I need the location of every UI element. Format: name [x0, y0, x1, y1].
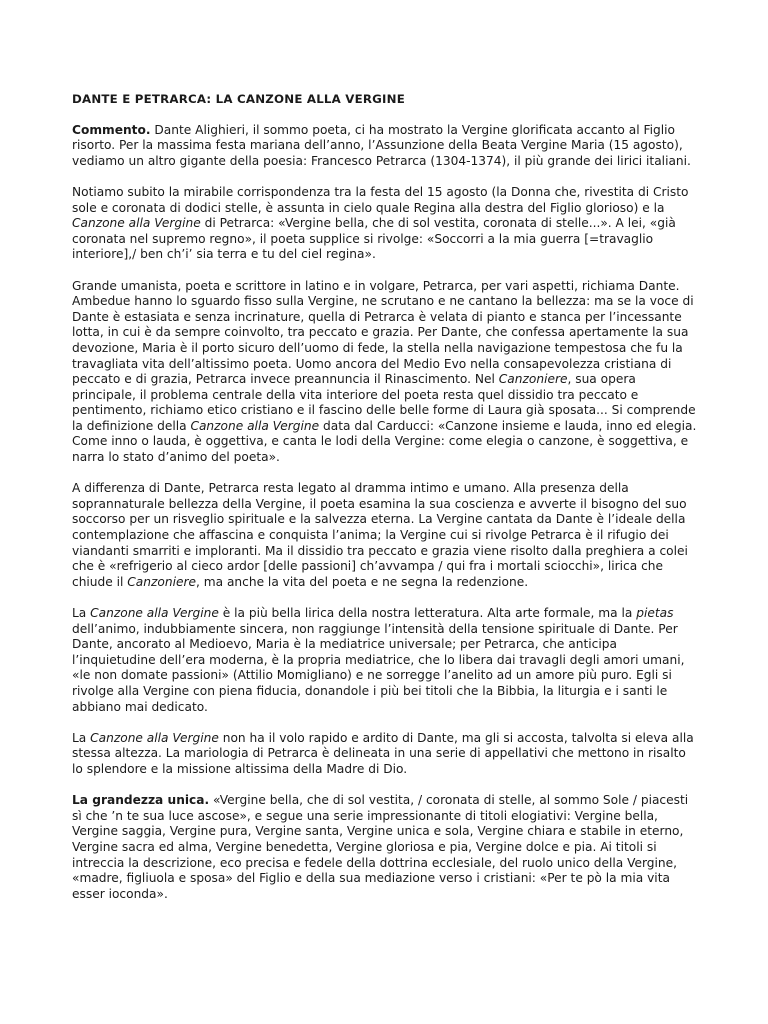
paragraph-text: La	[72, 730, 91, 745]
paragraph-text: è la più bella lirica della nostra letteratura. Alta arte formale, ma la	[218, 606, 637, 620]
paragraph-text: Dante Alighieri, il sommo poeta, ci ha mostrato la Vergine glorificata accanto al Figlio risorto. Per la massima festa mariana dell’anno, l’Assunzione della Beata Vergine Maria (15 agosto), vediamo un altro gigante della poesia: Francesco Petrarca (1304-1374), il più grande dei lirici italiani.	[72, 122, 691, 168]
paragraph-lead: Commento.	[72, 122, 151, 137]
paragraph-text: A differenza di Dante, Petrarca resta legato al dramma intimo e umano. Alla presenza della soprannaturale bellezza della Vergine, il poeta esamina la sua coscienza e avverte il bisogno del suo soccorso per un risveglio spirituale e la salvezza eterna. La Vergine cantata da Dante è l’ideale della contemplazione che affascina e conquista l’anima; la Vergine cui si rivolge Petrarca è il rifugio dei viandanti smarriti e imploranti. Ma il dissidio tra peccato e grazia viene risolto dalla preghiera a colei che è «refrigerio al cieco ardor [delle passioni] ch’avvampa / qui fra i mortali sciocchi», lirica che chiude il	[72, 481, 688, 589]
paragraph-differenza	[72, 481, 698, 590]
italic-title: Canzone alla Vergine	[190, 418, 320, 433]
paragraph-text: , sua opera principale, il problema centrale della vita interiore del poeta resta quel dissidio tra peccato e pentimento, richiamo etico cristiano e il fascino delle belle forme di Laura già sposata... Si comprende la definizione della	[72, 372, 696, 433]
paragraph-text: La	[72, 606, 91, 620]
paragraph-text: non ha il volo rapido e ardito di Dante, ma gli si accosta, talvolta si eleva alla stessa altezza. La mariologia di Petrarca è delineata in una serie di appellativi che mettono in risalto lo splendore e la missione altissima della Madre di Dio.	[72, 730, 694, 776]
paragraph-text: data dal Carducci: «Canzone insieme e lauda, inno ed elegia. Come inno o lauda, è oggettiva, e canta le lodi della Vergine: come elegia o canzone, è soggettiva, e narra lo stato d’animo del poeta».	[72, 418, 697, 465]
paragraph-text: , ma anche la vita del poeta e ne segna la redenzione.	[195, 574, 529, 589]
paragraph-umanista	[72, 279, 698, 466]
paragraph-lirica	[72, 606, 698, 715]
paragraph-text: Notiamo subito la mirabile corrispondenza tra la festa del 15 agosto (la Donna che, rivestita di Cristo sole e coronata di dodici stelle, è assunta in cielo quale Regina alla destra del Figlio glorioso) e la	[72, 184, 689, 215]
document-title: DANTE E PETRARCA: LA CANZONE ALLA VERGINE	[72, 92, 405, 106]
paragraph-text: di Petrarca: «Vergine bella, che di sol vestita, coronata di stelle...». A lei, «già coronata nel supremo regno», il poeta supplice si rivolge: «Soccorri a la mia guerra [=travaglio interiore],/ ben ch’i’ sia terra e tu del ciel regina».	[72, 216, 676, 262]
paragraph-text: dell’animo, indubbiamente sincera, non raggiunge l’intensità della tensione spirituale di Dante. Per Dante, ancorato al Medioevo, Maria è la mediatrice universale; per Petrarca, che anticipa l’inquietudine dell’era moderna, è la propria mediatrice, che lo libera dai travagli degli amori umani, «le non domate passioni» (Attilio Momigliano) e ne sorregge l’anelito ad un amore più puro. Egli si rivolge alla Vergine con piena fiducia, donandole i più bei titoli che la Bibbia, la liturgia e i santi le abbiano mai dedicato.	[72, 621, 685, 714]
paragraph-corrispondenza	[72, 185, 698, 263]
italic-title: Canzone alla Vergine	[72, 216, 201, 231]
paragraph-text: «Vergine bella, che di sol vestita, / coronata di stelle, al sommo Sole / piacesti sì che ’n te sua luce ascose», e segue una serie impressionante di titoli elogiativi: Vergine bella, Vergine saggia, Vergine pura, Vergine santa, Vergine unica e sola, Vergine chiara e stabile in eterno, Vergine sacra ed alma, Vergine benedetta, Vergine gloriosa e pia, Vergine dolce e pia. Ai titoli si intreccia la descrizione, eco precisa e fedele della dottrina ecclesiale, del ruolo unico della Vergine, «madre, figliuola e sposa» del Figlio e della sua mediazione verso i cristiani: «Per te pò la mia vita esser ioconda».	[72, 793, 689, 901]
paragraph-grandezza	[72, 793, 698, 902]
italic-title: Canzoniere	[127, 574, 196, 589]
italic-title: Canzone alla Vergine	[90, 730, 219, 745]
italic-title: Canzone alla Vergine	[90, 606, 219, 620]
paragraph-commento	[72, 123, 698, 170]
paragraph-text: Grande umanista, poeta e scrittore in latino e in volgare, Petrarca, per vari aspetti, richiama Dante. Ambedue hanno lo sguardo fisso sulla Vergine, ne scrutano e ne cantano la bellezza: ma se la voce di Dante è estasiata e senza incrinature, quella di Petrarca è velata di pianto e stanca per l’incessante lotta, in cui è da sempre coinvolto, tra peccato e grazia. Per Dante, che confessa apertamente la sua devozione, Maria è il porto sicuro dell’uomo di fede, la stella nella navigazione tempestosa che fu la travagliata vita dell’altissimo poeta. Uomo ancora del Medio Evo nella consapevolezza cristiana di peccato e di grazia, Petrarca invece preannuncia il Rinascimento. Nel	[72, 278, 694, 387]
paragraph-lead: La grandezza unica.	[72, 793, 210, 808]
italic-title: Canzoniere	[498, 372, 568, 387]
italic-term: pietas	[636, 606, 674, 620]
paragraph-mariologia	[72, 731, 698, 778]
